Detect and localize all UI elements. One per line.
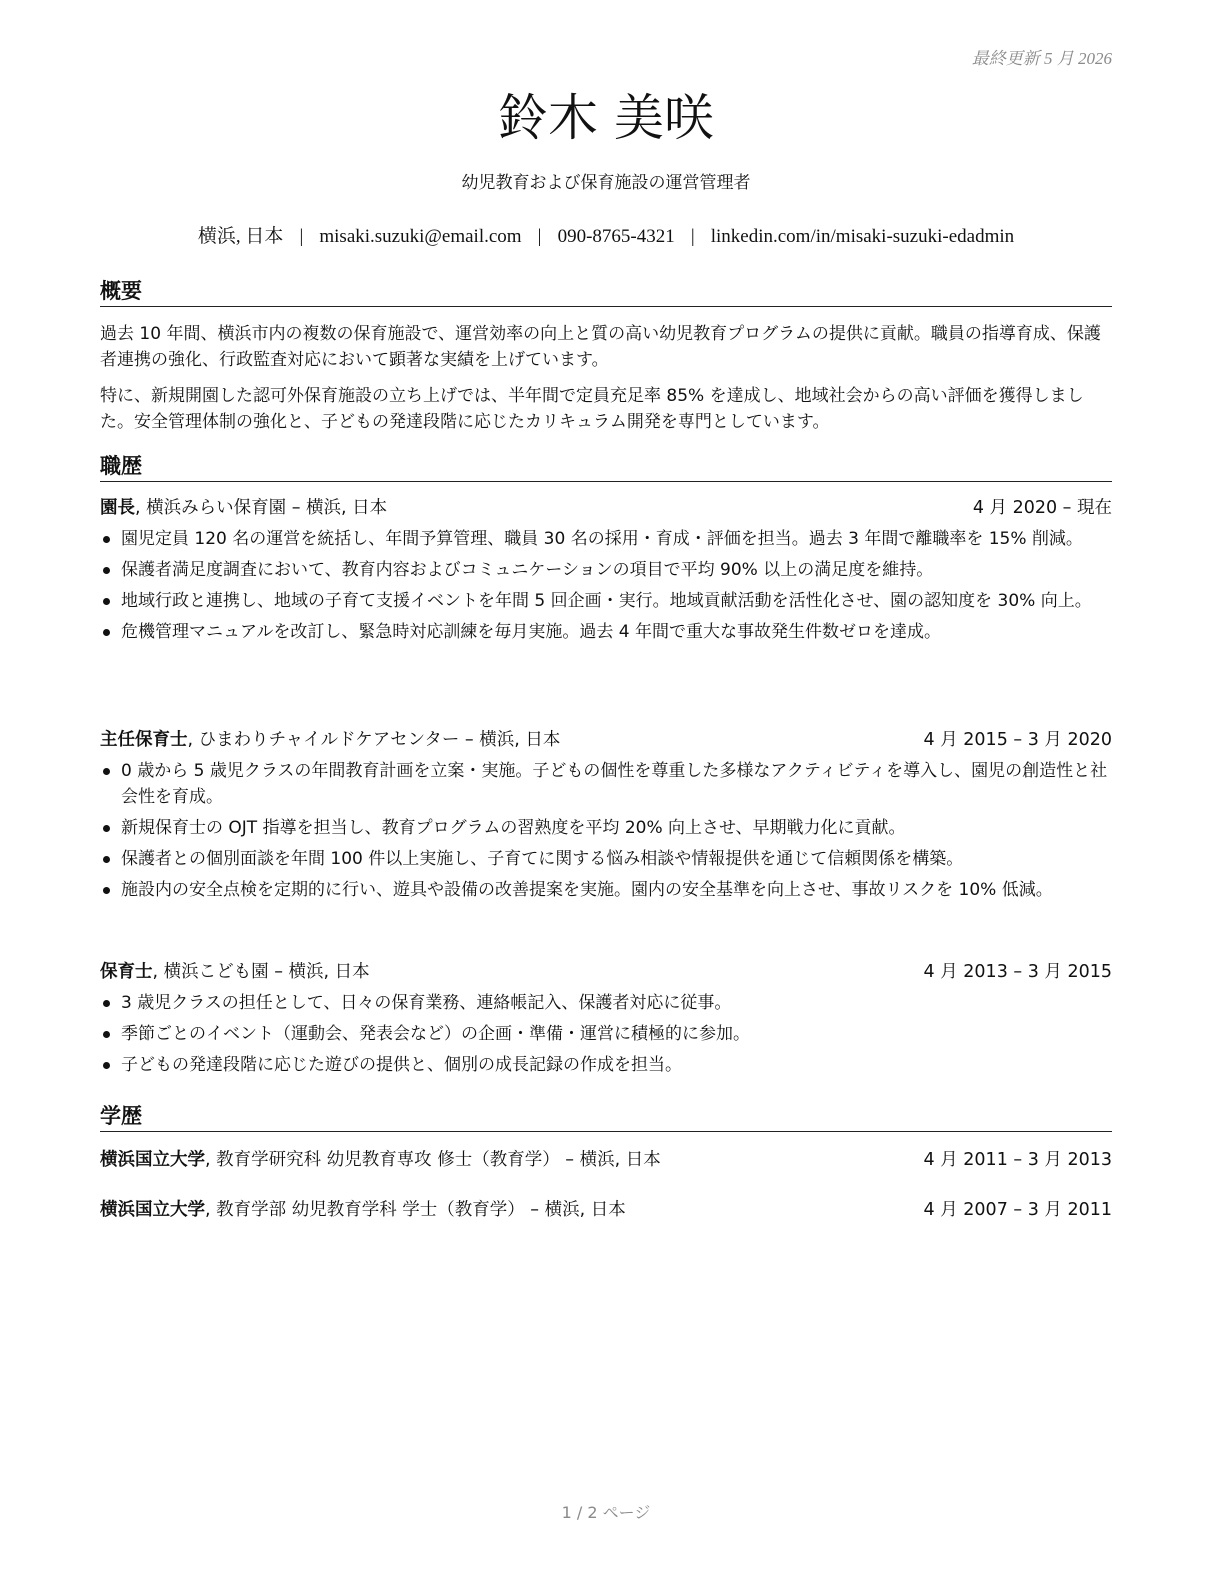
- job-bullet: 3 歳児クラスの担任として、日々の保育業務、連絡帳記入、保護者対応に従事。: [100, 990, 1112, 1016]
- contact-phone: 090-8765-4321: [557, 226, 675, 247]
- contact-separator: |: [537, 226, 542, 247]
- education-entry: [100, 1146, 1112, 1174]
- job-dates: 4 月 2020 – 現在: [972, 498, 1112, 518]
- section-title-experience: 職歴: [100, 452, 1112, 482]
- education-dates: 4 月 2007 – 3 月 2011: [923, 1200, 1112, 1220]
- contact-email[interactable]: misaki.suzuki@email.com: [319, 226, 522, 247]
- job-role: 主任保育士: [100, 730, 188, 750]
- education-school: 横浜国立大学: [100, 1200, 205, 1220]
- job-bullets: [100, 990, 1112, 1083]
- summary-paragraph: 過去 10 年間、横浜市内の複数の保育施設で、運営効率の向上と質の高い幼児教育プログラムの提供に貢献。職員の指導育成、保護者連携の強化、行政監査対応において顕著な実績を上げています。: [100, 324, 1101, 370]
- job-org: , ひまわりチャイルドケアセンター – 横浜, 日本: [187, 730, 561, 750]
- section-title-summary: 概要: [100, 277, 1112, 307]
- job-org: , 横浜こども園 – 横浜, 日本: [152, 962, 370, 982]
- job-bullet: 園児定員 120 名の運営を統括し、年間予算管理、職員 30 名の採用・育成・評価を担当。過去 3 年間で離職率を 15% 削減。: [100, 526, 1112, 552]
- education-detail: , 教育学部 幼児教育学科 学士（教育学） – 横浜, 日本: [205, 1200, 626, 1220]
- education-detail: , 教育学研究科 幼児教育専攻 修士（教育学） – 横浜, 日本: [205, 1150, 661, 1170]
- job-header: [100, 958, 1112, 986]
- summary-paragraph: 特に、新規開園した認可外保育施設の立ち上げでは、半年間で定員充足率 85% を達成し、地域社会からの高い評価を獲得しました。安全管理体制の強化と、子どもの発達段階に応じたカリキュラム開発を専門としています。: [100, 386, 1084, 432]
- job-bullet: 季節ごとのイベント（運動会、発表会など）の企画・準備・運営に積極的に参加。: [100, 1021, 1112, 1047]
- job-bullet: 危機管理マニュアルを改訂し、緊急時対応訓練を毎月実施。過去 4 年間で重大な事故発生件数ゼロを達成。: [100, 619, 1112, 645]
- last-updated: 最終更新 5 月 2026: [971, 49, 1112, 68]
- job-header: [100, 494, 1112, 522]
- contact-separator: |: [299, 226, 304, 247]
- job-bullet: 0 歳から 5 歳児クラスの年間教育計画を立案・実施。子どもの個性を尊重した多様なアクティビティを導入し、園児の創造性と社会性を育成。: [100, 758, 1112, 810]
- headline: 幼児教育および保育施設の運営管理者: [461, 173, 751, 193]
- resume-page: [100, 0, 1112, 1584]
- education-school: 横浜国立大学: [100, 1150, 205, 1170]
- job-bullet: 保護者満足度調査において、教育内容およびコミュニケーションの項目で平均 90% 以上の満足度を維持。: [100, 557, 1112, 583]
- job-bullet: 新規保育士の OJT 指導を担当し、教育プログラムの習熟度を平均 20% 向上させ、早期戦力化に貢献。: [100, 815, 1112, 841]
- job-dates: 4 月 2015 – 3 月 2020: [923, 730, 1112, 750]
- job-dates: 4 月 2013 – 3 月 2015: [923, 962, 1112, 982]
- contact-linkedin[interactable]: linkedin.com/in/misaki-suzuki-edadmin: [710, 226, 1015, 247]
- job-org: , 横浜みらい保育園 – 横浜, 日本: [135, 498, 388, 518]
- person-name: 鈴木 美咲: [498, 89, 714, 147]
- job-bullet: 地域行政と連携し、地域の子育て支援イベントを年間 5 回企画・実行。地域貢献活動を活性化させ、園の認知度を 30% 向上。: [100, 588, 1112, 614]
- education-entry: [100, 1196, 1112, 1224]
- job-bullets: [100, 526, 1112, 650]
- job-role: 保育士: [100, 962, 153, 982]
- job-bullet: 施設内の安全点検を定期的に行い、遊具や設備の改善提案を実施。園内の安全基準を向上させ、事故リスクを 10% 低減。: [100, 877, 1112, 903]
- job-header: [100, 726, 1112, 754]
- contact-line: [100, 223, 1112, 251]
- page-number: 1 / 2 ページ: [561, 1503, 651, 1522]
- job-role: 園長: [100, 498, 135, 518]
- education-dates: 4 月 2011 – 3 月 2013: [923, 1150, 1112, 1170]
- contact-separator: |: [690, 226, 695, 247]
- job-bullet: 子どもの発達段階に応じた遊びの提供と、個別の成長記録の作成を担当。: [100, 1052, 1112, 1078]
- job-bullets: [100, 758, 1112, 908]
- section-title-education: 学歴: [100, 1102, 1112, 1132]
- contact-location: 横浜, 日本: [197, 226, 284, 247]
- job-bullet: 保護者との個別面談を年間 100 件以上実施し、子育てに関する悩み相談や情報提供を通じて信頼関係を構築。: [100, 846, 1112, 872]
